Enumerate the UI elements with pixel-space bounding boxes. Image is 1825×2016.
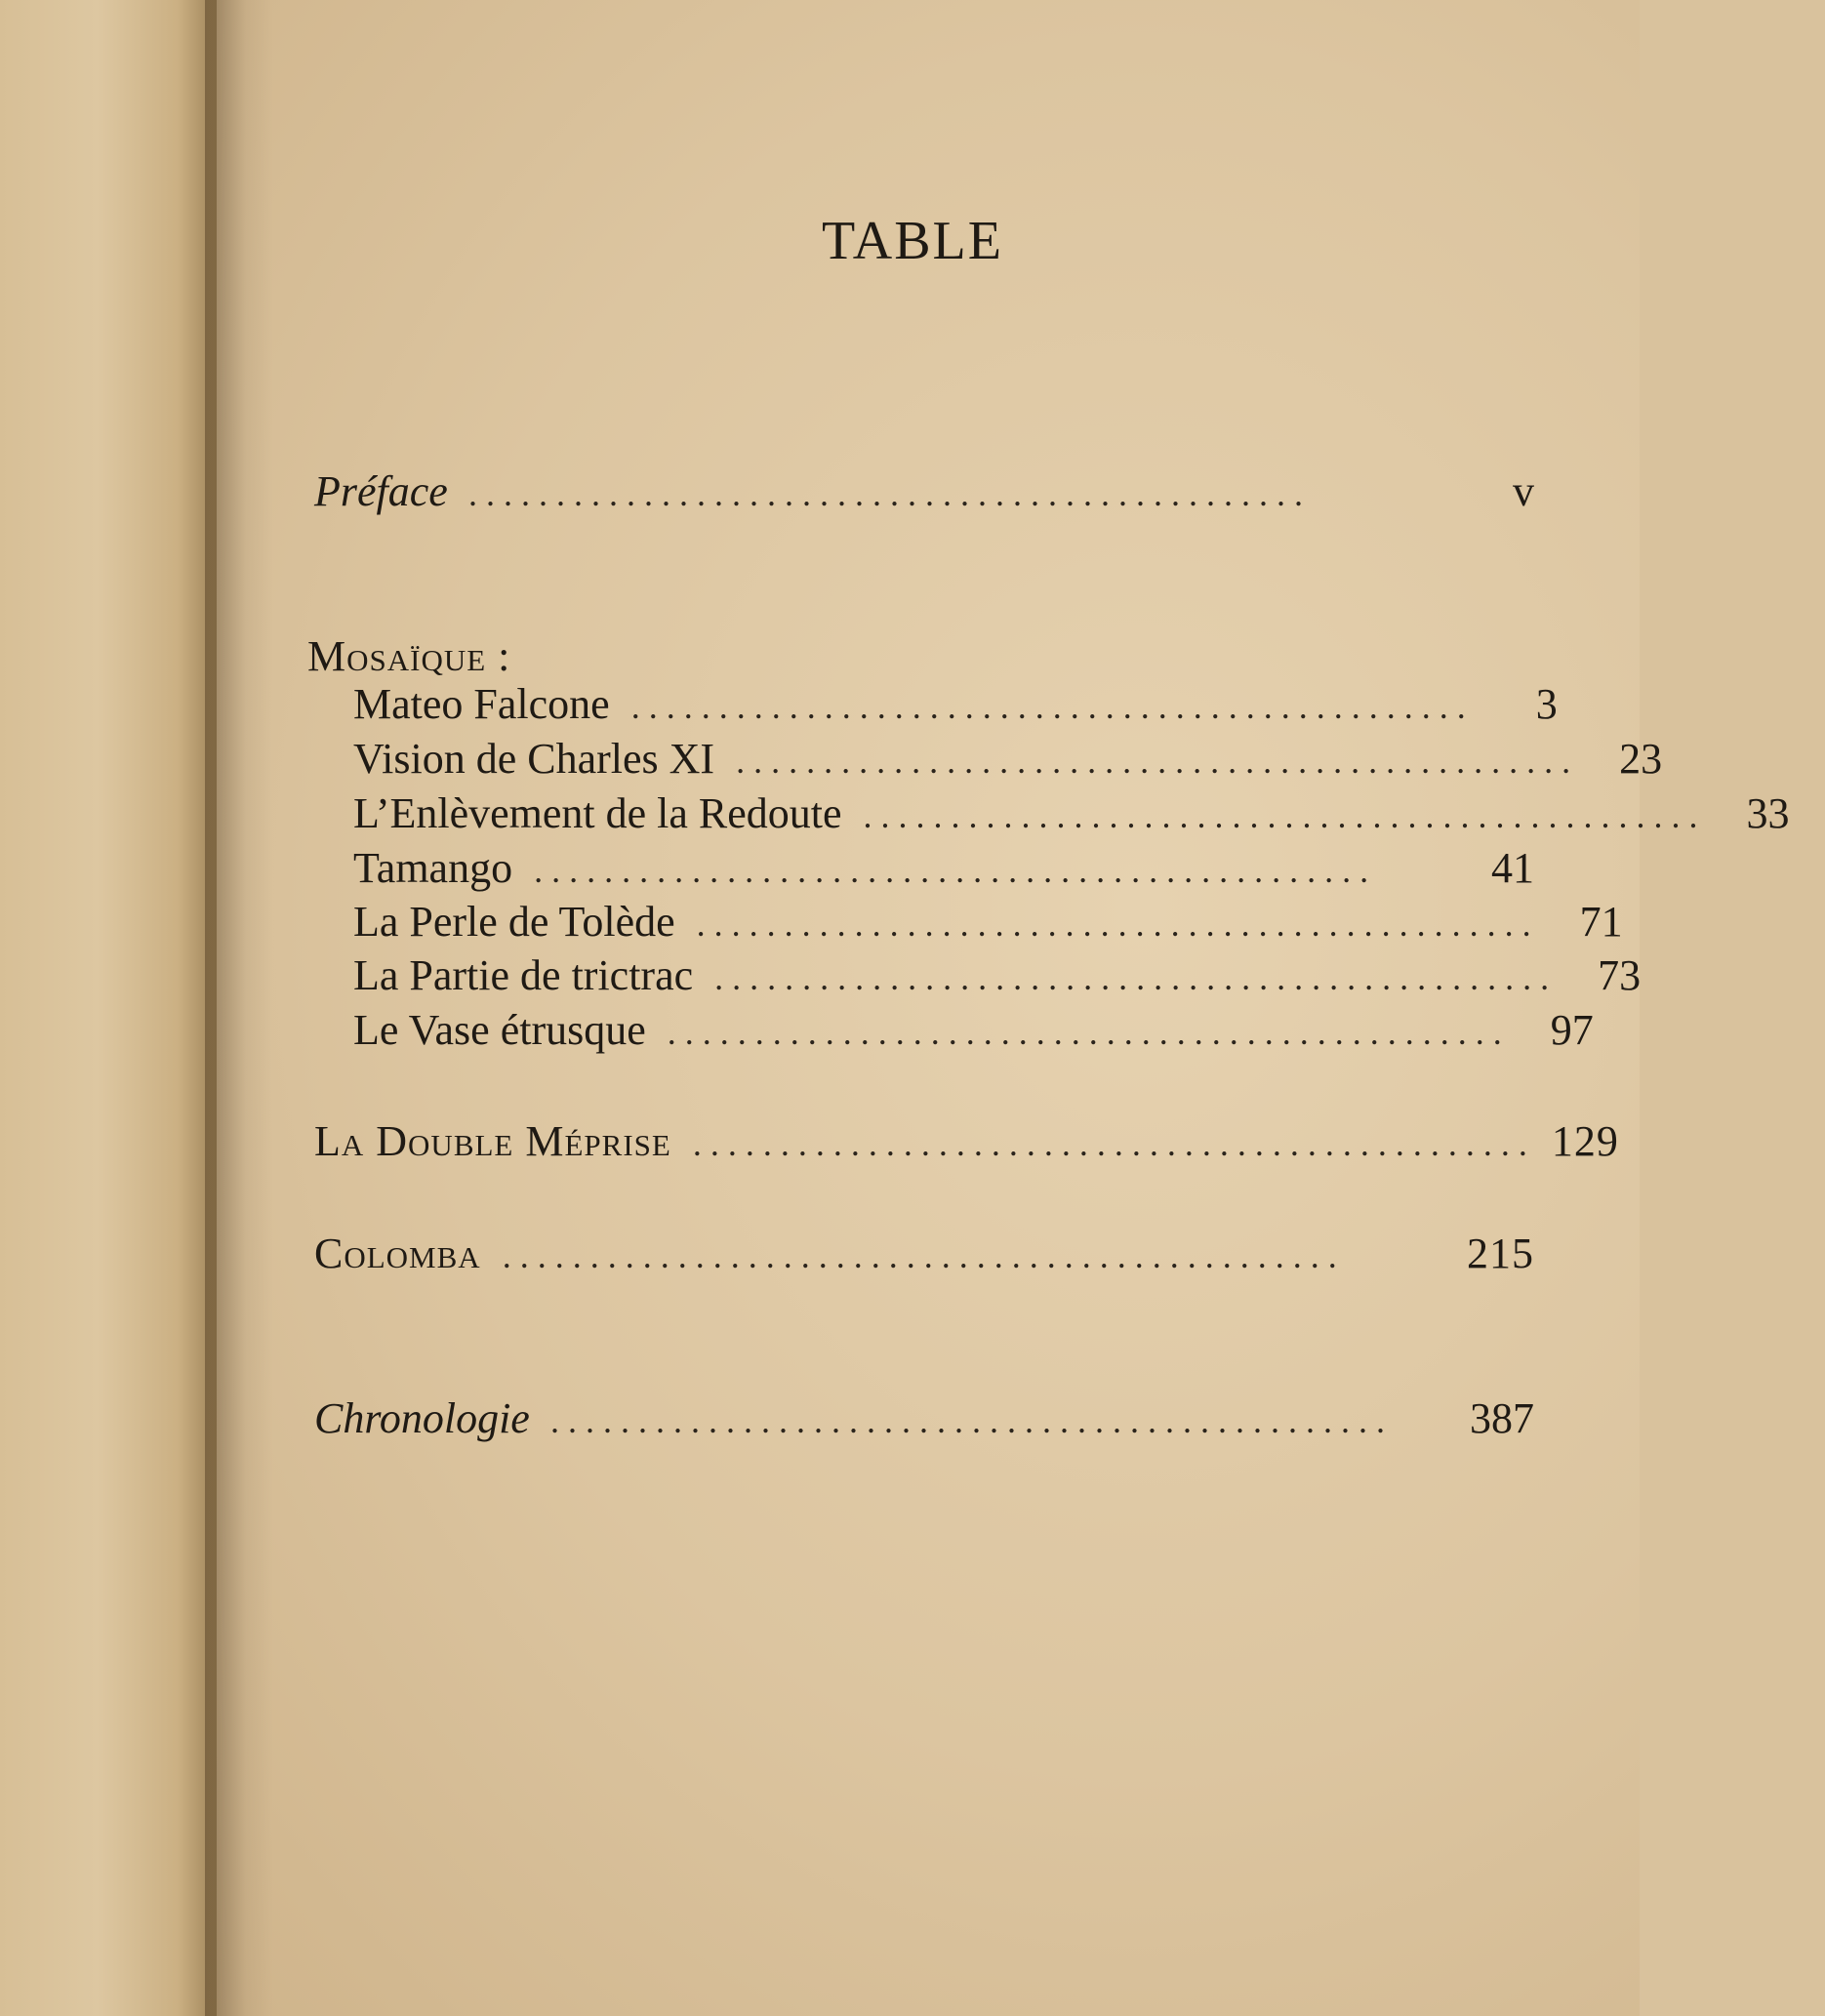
entry-label: La Partie de trictrac <box>353 951 694 999</box>
entry-label: Chronologie <box>314 1394 530 1442</box>
dot-leader: . . . . . . . . . . . . . . . . . . . . . . . . . . . . . . . . . . . . . . . . . . . . . . . . <box>736 742 1571 781</box>
page-number: 71 <box>1579 898 1623 946</box>
entry-label: Mateo Falcone <box>353 680 610 728</box>
entry-label: La Double Méprise <box>314 1117 671 1165</box>
dot-leader: . . . . . . . . . . . . . . . . . . . . . . . . . . . . . . . . . . . . . . . . . . . . . . . . <box>714 958 1550 997</box>
dot-leader: . . . . . . . . . . . . . . . . . . . . . . . . . . . . . . . . . . . . . . . . . . . . . . . . <box>630 687 1466 726</box>
toc-entry <box>353 735 1663 783</box>
section-heading-mosaique: Mosaïque : <box>307 632 511 680</box>
entry-label: La Perle de Tolède <box>353 898 675 946</box>
page-number: 41 <box>1491 844 1534 892</box>
toc-entry-colomba <box>314 1232 1534 1275</box>
toc-entry-chronologie <box>314 1394 1534 1442</box>
toc-entry <box>353 844 1534 892</box>
toc-entry <box>353 680 1558 728</box>
page-number: 387 <box>1470 1394 1534 1442</box>
dot-leader: . . . . . . . . . . . . . . . . . . . . . . . . . . . . . . . . . . . . . . . . . . . . . . . . <box>667 1013 1502 1052</box>
entry-label: Préface <box>314 467 448 515</box>
dot-leader: . . . . . . . . . . . . . . . . . . . . . . . . . . . . . . . . . . . . . . . . . . . . . . . . <box>550 1401 1386 1440</box>
entry-label: Le Vase étrusque <box>353 1006 646 1054</box>
page-number: 33 <box>1746 789 1790 837</box>
toc-entry-preface <box>314 467 1534 515</box>
toc-entry <box>353 898 1623 946</box>
entry-label: Colomba <box>314 1230 481 1277</box>
toc-entry <box>353 1006 1594 1054</box>
page-number: 73 <box>1598 951 1642 999</box>
page-number: 3 <box>1535 680 1558 728</box>
page-number: 23 <box>1619 735 1663 783</box>
dot-leader: . . . . . . . . . . . . . . . . . . . . . . . . . . . . . . . . . . . . . . . . . . . . . . . . <box>534 851 1369 890</box>
page-number: 129 <box>1551 1117 1619 1165</box>
entry-label: L’Enlèvement de la Redoute <box>353 789 842 837</box>
dot-leader: . . . . . . . . . . . . . . . . . . . . . . . . . . . . . . . . . . . . . . . . . . . . . . . . <box>692 1124 1527 1163</box>
dot-leader: . . . . . . . . . . . . . . . . . . . . . . . . . . . . . . . . . . . . . . . . . . . . . . . . <box>863 796 1698 835</box>
page-number: 97 <box>1550 1006 1594 1054</box>
dot-leader: . . . . . . . . . . . . . . . . . . . . . . . . . . . . . . . . . . . . . . . . . . . . . . . . <box>502 1236 1337 1275</box>
toc-entry-double-meprise <box>314 1117 1619 1165</box>
dot-leader: . . . . . . . . . . . . . . . . . . . . . . . . . . . . . . . . . . . . . . . . . . . . . . . . <box>696 905 1531 944</box>
entry-label: Vision de Charles XI <box>353 735 715 783</box>
dot-leader: . . . . . . . . . . . . . . . . . . . . . . . . . . . . . . . . . . . . . . . . . . . . . . . . <box>468 474 1304 513</box>
toc-entry <box>353 789 1790 837</box>
toc-entry <box>353 951 1642 999</box>
page-number: v <box>1513 467 1534 515</box>
entry-label: Tamango <box>353 844 513 892</box>
page-title: TABLE <box>822 211 1003 271</box>
page-number: 215 <box>1467 1230 1534 1277</box>
